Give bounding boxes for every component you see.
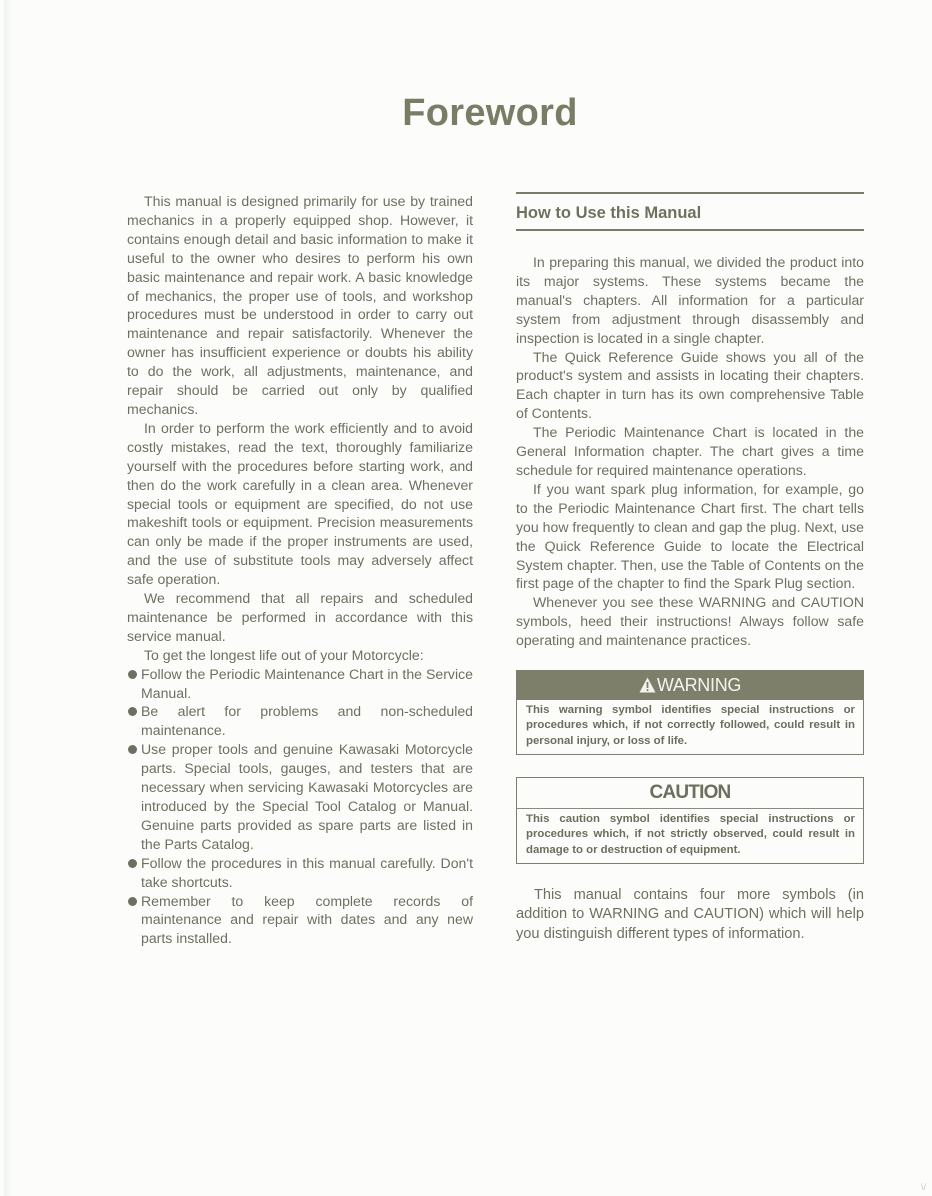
symbols-paragraph: Whenever you see these WARNING and CAUTION symbols, heed their instructions! Always follow safe operating and maintenance practices. bbox=[516, 594, 864, 649]
warning-box bbox=[516, 670, 864, 755]
list-item bbox=[127, 665, 473, 703]
maintenance-chart-paragraph: The Periodic Maintenance Chart is located in the General Information chapter. The chart gives a time schedule for required maintenance operations. bbox=[516, 424, 864, 478]
caution-box bbox=[516, 777, 864, 864]
list-item-text: Follow the procedures in this manual carefully. Don't take shortcuts. bbox=[141, 854, 473, 890]
longest-life-intro: To get the longest life out of your Motorcycle: bbox=[144, 646, 424, 663]
scan-corner-mark: \/ bbox=[920, 1182, 926, 1192]
list-item-text: Remember to keep complete records of maintenance and repair with dates and any new parts installed. bbox=[141, 892, 473, 947]
page-title: Foreword bbox=[402, 92, 578, 134]
intro-paragraph: This manual is designed primarily for use by trained mechanics in a properly equipped shop. However, it contains enough detail and basic information to make it useful to the owner who desires to perform his own basic maintenance and repair work. A basic knowledge of mechanics, the proper use of tools, and workshop procedures must be understood in order to carry out maintenance and repair satisfactorily. Whenever the owner has insufficient experience or doubts his ability to do the work, all adjustments, maintenance, and repair should be carried out only by qualified mechanics. bbox=[127, 193, 473, 417]
section-title: How to Use this Manual bbox=[516, 204, 702, 222]
efficiency-paragraph: In order to perform the work efficiently and to avoid costly mistakes, read the text, thoroughly familiarize yourself with the procedures before starting work, and then do the work carefully in a clean area. Whenever special tools or equipment are specified, do not use makeshift tools or equipment. Precision measurements can only be made if the proper instruments are used, and the use of substitute tools may adversely affect safe operation. bbox=[127, 419, 473, 588]
caution-text: This caution symbol identifies special instructions or procedures which, if not strictly observed, could result in damage to or destruction of equipment. bbox=[526, 812, 855, 856]
list-item bbox=[127, 892, 473, 949]
preparing-paragraph: In preparing this manual, we divided the product into its major systems. These systems became the manual's chapters. All information for a particular system from adjustment through disassembly and inspection is located in a single chapter. bbox=[516, 254, 864, 346]
recommendation-paragraph: We recommend that all repairs and scheduled maintenance be performed in accordance with this service manual. bbox=[127, 590, 473, 644]
list-item bbox=[127, 702, 473, 740]
spark-plug-paragraph: If you want spark plug information, for example, go to the Periodic Maintenance Chart first. The chart tells you how frequently to clean and gap the plug. Next, use the Quick Reference Guide to locate the Electrical System chapter. Then, use the Table of Contents on the first page of the chapter to find the Spark Plug section. bbox=[516, 480, 864, 592]
warning-heading: WARNING bbox=[656, 675, 742, 696]
warning-triangle-icon bbox=[639, 673, 656, 702]
bullet-icon bbox=[128, 670, 137, 679]
warning-header bbox=[517, 671, 863, 700]
list-item-text: Be alert for problems and non-scheduled maintenance. bbox=[141, 703, 473, 739]
right-column bbox=[516, 192, 864, 959]
bullet-icon bbox=[128, 707, 137, 716]
list-item bbox=[127, 854, 473, 892]
list-item bbox=[127, 740, 473, 853]
bullet-icon bbox=[128, 859, 137, 868]
quick-reference-paragraph: The Quick Reference Guide shows you all of the product's system and assists in locating their chapters. Each chapter in turn has its own comprehensive Table of Contents. bbox=[516, 348, 864, 422]
scan-edge-shadow bbox=[4, 0, 12, 1196]
closing-paragraph: This manual contains four more symbols (in addition to WARNING and CAUTION) which will help you distinguish different types of information. bbox=[516, 886, 864, 942]
bullet-icon bbox=[128, 897, 137, 906]
bullet-icon bbox=[128, 745, 137, 754]
list-item-text: Use proper tools and genuine Kawasaki Motorcycle parts. Special tools, gauges, and testers that are necessary when servicing Kawasaki Motorcycles are introduced by the Special Tool Catalog or Manual. Genuine parts provided as spare parts are listed in the Parts Catalog. bbox=[141, 741, 473, 852]
warning-text: This warning symbol identifies special instructions or procedures which, if not correctly followed, could result in personal injury, or loss of life. bbox=[526, 704, 855, 747]
left-column bbox=[127, 192, 473, 948]
list-item-text: Follow the Periodic Maintenance Chart in the Service Manual. bbox=[141, 665, 473, 701]
caution-heading: CAUTION bbox=[517, 778, 863, 809]
tips-list bbox=[127, 665, 473, 949]
